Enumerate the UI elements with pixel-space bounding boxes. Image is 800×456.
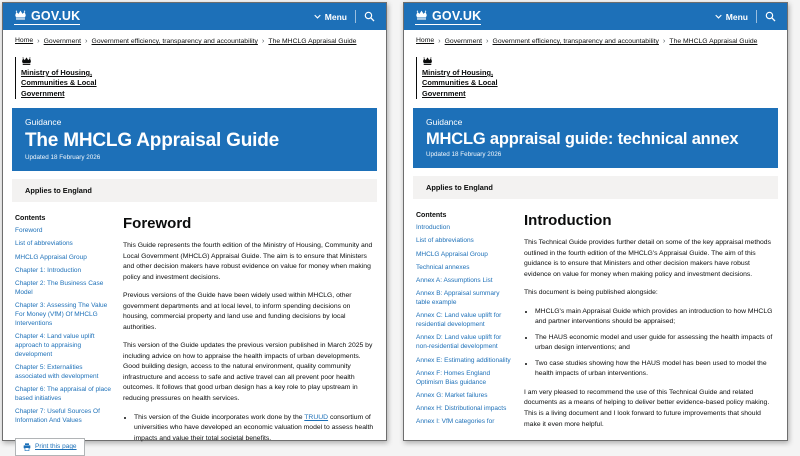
toc-item[interactable]: MHCLG Appraisal Group — [15, 253, 87, 261]
truud-link[interactable]: TRUUD — [304, 413, 329, 421]
hero-category: Guidance — [25, 117, 62, 128]
toc-item[interactable]: Chapter 2: The Business Case Model — [15, 280, 104, 296]
toc-item[interactable]: Annex H: Distributional impacts — [416, 405, 507, 413]
govuk-logo-text: GOV.UK — [31, 8, 81, 23]
bullet-item — [134, 413, 374, 445]
hero-banner — [413, 108, 778, 168]
breadcrumb-item[interactable]: › Government — [434, 36, 482, 45]
toc-item[interactable]: Annex A: Assumptions List — [416, 277, 493, 285]
toc-item[interactable]: List of abbreviations — [15, 240, 73, 248]
toc-item[interactable]: Annex F: Homes England Optimism Bias guidance — [416, 369, 491, 386]
menu-button[interactable] — [715, 12, 748, 22]
paragraph: This Technical Guide provides further detail on some of the key appraisal methods outlined in the fourth edition of the MHCLG's Appraisal Guide. The aim of this guidance is to ensure that Ministers and other decision makers have robust evidence on value for money when making policy and investment decisions. — [524, 239, 771, 278]
page-title: MHCLG appraisal guide: technical annex — [426, 130, 739, 149]
paragraphs — [123, 241, 374, 404]
right-page — [403, 2, 788, 441]
paragraph: Previous versions of the Guide have been widely used within MHCLG, other government departments and at local level, to inform spending decisions on housing, commercial property and land use and funding decisions by local authorities. — [123, 292, 352, 331]
search-button[interactable] — [765, 11, 776, 22]
crown-icon — [422, 57, 433, 66]
breadcrumb — [3, 30, 386, 50]
printer-icon — [23, 443, 31, 451]
chevron-down-icon — [314, 14, 321, 19]
header-divider — [756, 10, 757, 23]
org-name[interactable]: Ministry of Housing, Communities & Local Government — [21, 68, 97, 98]
search-icon — [364, 11, 375, 22]
header-divider — [355, 10, 356, 23]
main-content — [123, 215, 374, 456]
breadcrumb — [404, 30, 787, 50]
toc-item[interactable]: Chapter 5: Externalities associated with development — [15, 363, 99, 380]
closing-paragraph: I am very pleased to recommend the use of this Technical Guide and related documents as a means of helping to deliver better evidence-based policy making. This is a living document and I look forward to future improvements that should make it even more helpful. — [524, 388, 770, 428]
govuk-header — [3, 3, 386, 30]
org-logo[interactable] — [416, 57, 775, 99]
breadcrumb-item[interactable]: › The MHCLG Appraisal Guide — [258, 36, 357, 45]
bullet-list — [123, 413, 374, 445]
updated-date: Updated 18 February 2026 — [426, 151, 502, 159]
print-page-label: Print this page — [35, 443, 77, 451]
contents-sidebar — [15, 215, 111, 456]
updated-date: Updated 18 February 2026 — [25, 154, 101, 162]
breadcrumb-item[interactable]: › The MHCLG Appraisal Guide — [659, 36, 758, 45]
breadcrumb-item[interactable]: › Government efficiency, transparency and accountability — [482, 36, 659, 45]
hero-category: Guidance — [426, 117, 463, 128]
print-page-button[interactable] — [15, 438, 85, 456]
toc-item[interactable]: Chapter 7: Useful Sources Of Information And Values — [15, 407, 100, 424]
menu-label: Menu — [725, 11, 748, 22]
contents-list — [15, 227, 111, 425]
toc-item[interactable]: Annex E: Estimating additionality — [416, 356, 511, 364]
paragraph: This Guide represents the fourth edition of the Ministry of Housing, Community and Local Government (MHCLG) Appraisal Guide. The aim is to ensure that Ministers and other decision makers have robust evidence on value for money when making policy and investment decisions. — [123, 242, 373, 281]
govuk-logo[interactable] — [14, 9, 80, 25]
main-content — [524, 212, 775, 438]
bullet-text: consortium of universities who have developed an economic valuation model to assess health impacts and value their total societal benefits. — [134, 413, 374, 442]
bullet-item: • The HAUS economic model and user guide for assessing the health impacts of urban design interventions; and — [535, 333, 775, 354]
toc-item[interactable]: Foreword — [15, 227, 43, 235]
toc-item[interactable]: Introduction — [416, 224, 450, 232]
menu-button[interactable] — [314, 12, 347, 22]
govuk-logo[interactable] — [415, 9, 481, 25]
contents-title: Contents — [15, 215, 46, 223]
paragraphs — [524, 238, 775, 299]
bullet-list — [524, 307, 775, 380]
page-title: The MHCLG Appraisal Guide — [25, 130, 279, 152]
toc-item[interactable]: Chapter 1: Introduction — [15, 266, 82, 274]
paragraph: This document is being published alongside: — [524, 289, 658, 297]
toc-item[interactable]: Annex G: Market failures — [416, 391, 488, 399]
search-icon — [765, 11, 776, 22]
toc-item[interactable]: List of abbreviations — [416, 237, 474, 245]
hero-banner — [12, 108, 377, 171]
govuk-header — [404, 3, 787, 30]
toc-item[interactable]: Chapter 3: Assessing The Value For Money (VfM) Of MHCLG Interventions — [15, 302, 108, 327]
left-page — [2, 2, 387, 451]
toc-item[interactable]: Annex B: Appraisal summary table example — [416, 290, 500, 307]
crown-icon — [415, 10, 428, 21]
toc-item[interactable]: Chapter 6: The appraisal of place based initiatives — [15, 385, 111, 402]
org-logo[interactable] — [15, 57, 374, 99]
bullet-item: • MHCLG's main Appraisal Guide which provides an introduction to how MHCLG and partner interventions should be appraised; — [535, 307, 775, 328]
bullet-item: • Two case studies showing how the HAUS model has been used to model the health impacts of urban interventions. — [535, 359, 775, 380]
menu-label: Menu — [324, 11, 347, 22]
crown-icon — [14, 10, 27, 21]
chevron-down-icon — [715, 14, 722, 19]
toc-item[interactable]: MHCLG Appraisal Group — [416, 250, 488, 258]
applies-to-bar: Applies to England — [413, 176, 778, 199]
toc-item[interactable]: Annex C: Land value uplift for residential development — [416, 312, 502, 329]
section-heading: Foreword — [123, 215, 192, 233]
breadcrumb-item[interactable]: › Government efficiency, transparency and accountability — [81, 36, 258, 45]
toc-item[interactable]: Annex I: VfM categories for — [416, 418, 495, 426]
crown-icon — [21, 57, 32, 66]
contents-sidebar — [416, 212, 512, 438]
applies-to-bar: Applies to England — [12, 179, 377, 202]
breadcrumb-item[interactable]: › Government — [33, 36, 81, 45]
contents-title: Contents — [416, 212, 447, 220]
govuk-logo-text: GOV.UK — [432, 8, 482, 23]
toc-item[interactable]: Annex D: Land value uplift for non-residential development — [416, 334, 502, 351]
breadcrumb-item[interactable]: Home — [416, 37, 435, 44]
toc-item[interactable]: Technical annexes — [416, 263, 470, 271]
search-button[interactable] — [364, 11, 375, 22]
breadcrumb-item[interactable]: Home — [15, 37, 34, 44]
section-heading: Introduction — [524, 212, 612, 230]
toc-item[interactable]: Chapter 4: Land value uplift approach to appraising development — [15, 332, 95, 358]
bullet-text: This version of the Guide incorporates work done by the — [134, 413, 305, 421]
contents-list — [416, 224, 512, 427]
paragraph: This version of the Guide updates the previous version published in March 2025 by including advice on how to appraise the health impacts of urban developments. Good building design, access to the natural environment, quality community infrastructure and access to safe and active travel can all prevent poor health outcomes. It follows that good urban design has a key role to play upstream in reducing pressures on health services. — [123, 342, 373, 402]
org-name[interactable]: Ministry of Housing, Communities & Local Government — [422, 68, 498, 98]
